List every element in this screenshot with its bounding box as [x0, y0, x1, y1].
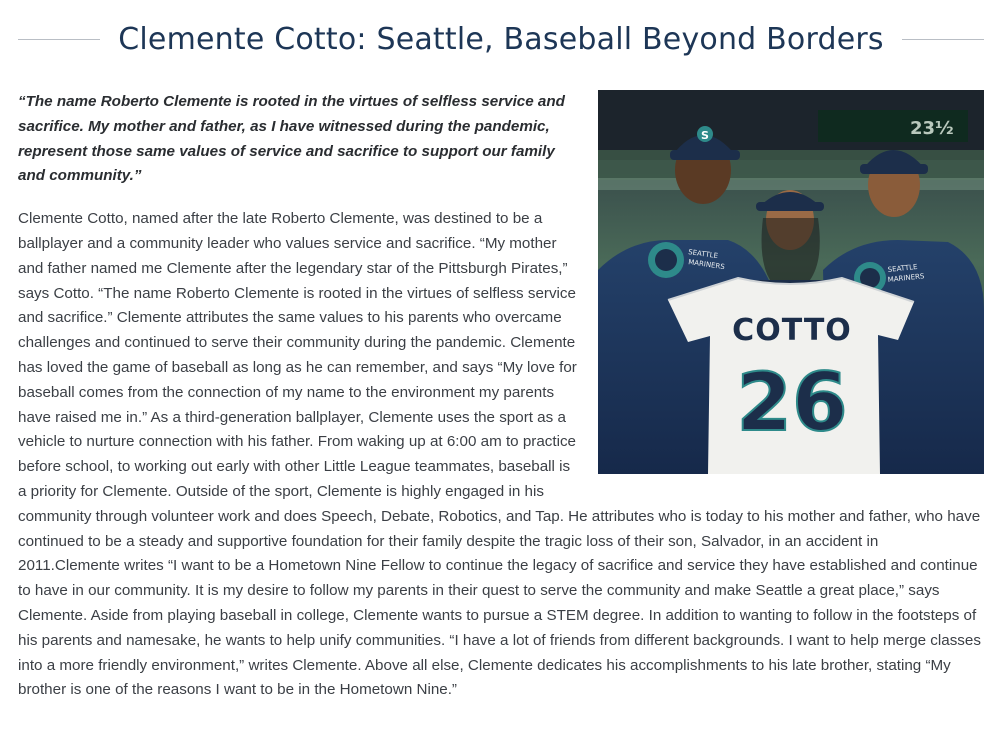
cap-letter-left: S [701, 129, 709, 142]
svg-text:SEATTLE: SEATTLE [887, 262, 918, 274]
svg-text:SEATTLE: SEATTLE [687, 248, 719, 261]
article-body: Clemente Cotto, named after the late Roberto Clemente, was destined to be a ballplayer and a community leader who values service and sacrifice. “My mother and father named me Clemente after the legendary star of the Pittsburgh Pirates,” says Cotto. “The name Roberto Clemente is rooted in the virtues of selfless service and sacrifice.” Clemente attributes the same values to his parents who overcame challenges and continued to serve their community during the pandemic. Clemente has loved the game of baseball as long as he can remember, and says “My love for baseball comes from the connection of my name to the environment my parents have raised me in.” As a third-generation ballplayer, Clemente uses the sport as a vehicle to nurture connection with his father. From waking up at 6:00 am to practice before school, to working out early with other Little League teammates, baseball is a priority for Clemente. Outside of the sport, Clemente is highly engaged in his community through volunteer work and does Speech, Debate, Robotics, and Tap. He attributes who is today to his mother and father, who have continued to be a steady and supportive foundation for their family despite the tragic loss of their son, Salvador, in an accident in 2011.Clemente writes “I want to be a Hometown Nine Fellow to continue the legacy of sacrifice and service they have established and continue to have in our community. It is my desire to follow my parents in their quest to serve the community and make Seattle a great place,” says Clemente. Aside from playing baseball in college, Clemente wants to pursue a STEM degree. In addition to wanting to follow in the footsteps of his parents and namesake, he wants to help unify communities. “I have a lot of friends from different backgrounds. I want to help merge classes into a more friendly environment,” writes Clemente. Above all else, Clemente dedicates his accomplishments to his late brother, stating “My brother is one of the reasons I want to be in the Hometown Nine.” [18, 210, 981, 699]
page-title: Clemente Cotto: Seattle, Baseball Beyond Borders [118, 21, 884, 57]
svg-text:MARINERS: MARINERS [887, 272, 925, 284]
jersey-name-text: COTTO [732, 313, 852, 348]
jersey-number-text: 26 [736, 356, 848, 449]
title-row [18, 14, 984, 64]
article-content [18, 90, 984, 703]
scoreboard-text: 23½ [910, 118, 954, 139]
article-pull-quote: “The name Roberto Clemente is rooted in the virtues of selfless service and sacrifice. My mother and father, as I have witnessed during the pandemic, represent those same values of service and sacrifice to support our family and community.” [18, 93, 565, 185]
title-right-rule [902, 39, 984, 40]
article-photo [598, 90, 984, 474]
svg-text:MARINERS: MARINERS [687, 258, 726, 272]
title-left-rule [18, 39, 100, 40]
